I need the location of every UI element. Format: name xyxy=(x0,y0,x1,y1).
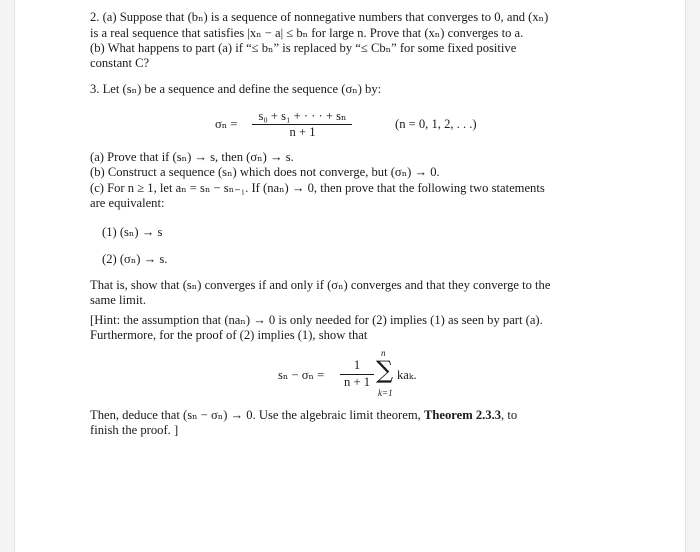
that-is-line2: same limit. xyxy=(90,293,146,307)
then-line1-post: , to xyxy=(501,408,518,422)
problem2-line1: 2. (a) Suppose that (bₙ) is a sequence of nonnegative numbers that converges to 0, and (xₙ) xyxy=(90,10,549,24)
statement-1: (1) (sₙ) → s xyxy=(102,225,163,239)
hint-formula-numerator: 1 xyxy=(353,358,361,372)
statement-2: (2) (σₙ) → s. xyxy=(102,252,168,266)
sigma-formula-lhs: σₙ = xyxy=(215,117,238,131)
hint-formula-lhs: sₙ − σₙ = xyxy=(278,368,325,382)
problem3-part-c-line2: are equivalent: xyxy=(90,196,165,210)
right-margin-strip xyxy=(685,0,700,552)
problem2-line3: (b) What happens to part (a) if “≤ bₙ” is replaced by “≤ Cbₙ” for some fixed positive xyxy=(90,41,517,55)
problem2-line2: is a real sequence that satisfies |xₙ − a| ≤ bₙ for large n. Prove that (xₙ) converges to a. xyxy=(90,26,524,40)
problem3-part-a: (a) Prove that if (sₙ) → s, then (σₙ) → s. xyxy=(90,150,294,164)
hint-formula-denominator: n + 1 xyxy=(344,375,370,389)
hint-formula-summand: kaₖ. xyxy=(397,368,417,382)
theorem-reference: Theorem 2.3.3 xyxy=(423,408,502,422)
hint-line2: Furthermore, for the proof of (2) implies (1), show that xyxy=(90,328,368,342)
hint-formula-sum-lower: k=1 xyxy=(378,388,393,398)
then-line2: finish the proof. ] xyxy=(90,423,179,437)
then-line1-pre: Then, deduce that (sₙ − σₙ) → 0. Use the algebraic limit theorem, xyxy=(90,408,421,422)
problem3-part-b: (b) Construct a sequence (sₙ) which does not converge, but (σₙ) → 0. xyxy=(90,165,440,179)
problem3-part-c-line1: (c) For n ≥ 1, let aₙ = sₙ − sₙ₋₁. If (naₙ) → 0, then prove that the following two statements xyxy=(90,181,545,195)
that-is-line1: That is, show that (sₙ) converges if and only if (σₙ) converges and that they converge to the xyxy=(90,278,551,292)
summation-sign: ∑ xyxy=(376,356,394,384)
problem2-line4: constant C? xyxy=(90,56,150,70)
problem3-intro: 3. Let (sₙ) be a sequence and define the sequence (σₙ) by: xyxy=(90,82,382,96)
sigma-formula-condition: (n = 0, 1, 2, . . .) xyxy=(395,117,477,131)
hint-formula-sum-upper: n xyxy=(381,348,386,358)
hint-line1: [Hint: the assumption that (naₙ) → 0 is only needed for (2) implies (1) as seen by part (a). xyxy=(90,313,543,327)
sigma-formula-numerator: s₀ + s₁ + · · · + sₙ xyxy=(258,109,347,123)
sigma-formula-denominator: n + 1 xyxy=(289,125,316,139)
left-margin-strip xyxy=(0,0,15,552)
then-line1 xyxy=(90,408,517,423)
